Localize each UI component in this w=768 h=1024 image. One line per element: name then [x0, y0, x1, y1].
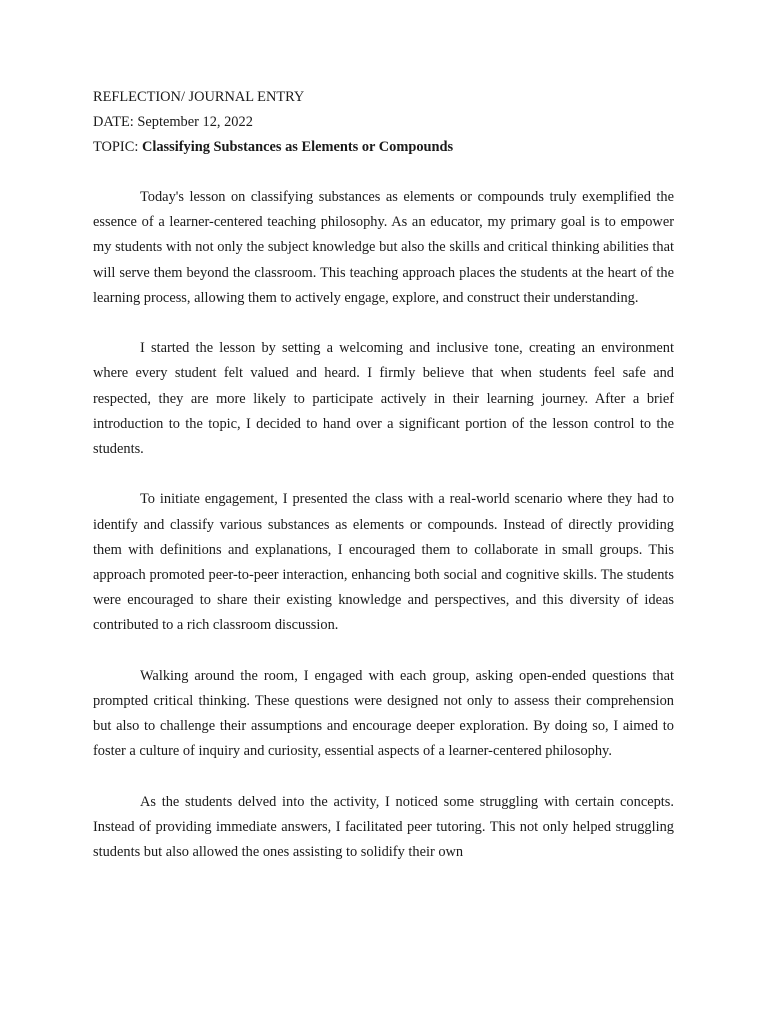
document-title: REFLECTION/ JOURNAL ENTRY — [93, 89, 305, 105]
paragraph: As the students delved into the activity, I noticed some struggling with certain concepts. Instead of providing immediate answers, I facilitated peer tutoring. This not only helped struggling students but also allowed the ones assisting to solidify their own — [93, 793, 674, 861]
document-page — [93, 85, 674, 865]
topic-line — [93, 135, 674, 160]
date-label: DATE: — [93, 114, 134, 130]
topic-value: Classifying Substances as Elements or Compounds — [141, 139, 454, 155]
paragraph: To initiate engagement, I presented the class with a real-world scenario where they had to identify and classify various substances as elements or compounds. Instead of directly providing them with definitions and explanations, I encouraged them to collaborate in small groups. This approach promoted peer-to-peer interaction, enhancing both social and cognitive skills. The students were encouraged to share their existing knowledge and perspectives, and this diversity of ideas contributed to a rich classroom discussion. — [93, 491, 674, 634]
topic-label: TOPIC: — [93, 139, 139, 155]
paragraph: I started the lesson by setting a welcoming and inclusive tone, creating an environment where every student felt valued and heard. I firmly believe that when students feel safe and respected, they are more likely to participate actively in their learning journey. After a brief introduction to the topic, I decided to hand over a significant portion of the lesson control to the students. — [93, 340, 674, 458]
paragraph: Today's lesson on classifying substances as elements or compounds truly exemplified the essence of a learner-centered teaching philosophy. As an educator, my primary goal is to empower my students with not only the subject knowledge but also the skills and critical thinking abilities that will serve them beyond the classroom. This teaching approach places the students at the heart of the learning process, allowing them to actively engage, explore, and construct their understanding. — [93, 189, 674, 306]
date-value: September 12, 2022 — [137, 114, 253, 130]
date-line — [93, 110, 674, 135]
paragraph: Walking around the room, I engaged with each group, asking open-ended questions that prompted critical thinking. These questions were designed not only to assess their comprehension but also to challenge their assumptions and encourage deeper exploration. By doing so, I aimed to foster a culture of inquiry and curiosity, essential aspects of a learner-centered philosophy. — [93, 667, 674, 760]
document-body — [93, 185, 674, 865]
